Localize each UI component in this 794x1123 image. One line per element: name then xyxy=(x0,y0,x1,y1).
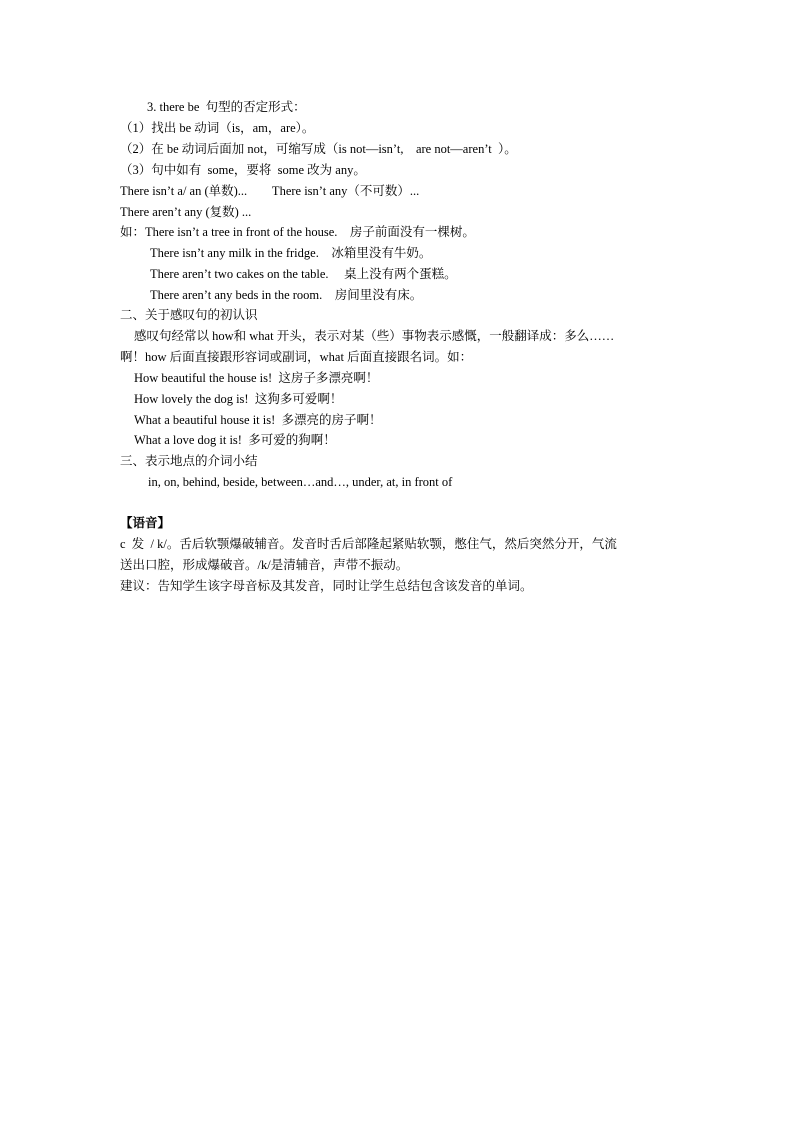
text-line: 如：There isn’t a tree in front of the house. 房子前面没有一棵树。 xyxy=(120,225,475,239)
text-line: How beautiful the house is! 这房子多漂亮啊！ xyxy=(134,371,379,385)
text-line: There aren’t any beds in the room. 房间里没有床。 xyxy=(150,288,423,302)
text-line: （3）句中如有 some，要将 some 改为 any。 xyxy=(120,163,366,177)
text-line: There isn’t a/ an (单数)... There isn’t any（不可数）... xyxy=(120,184,420,198)
section-heading: 三、表示地点的介词小结 xyxy=(120,454,258,468)
text-line: 送出口腔，形成爆破音。/k/是清辅音，声带不振动。 xyxy=(120,558,409,572)
text-line: How lovely the dog is! 这狗多可爱啊！ xyxy=(134,392,343,406)
text-line: （1）找出 be 动词（is，am，are）。 xyxy=(120,121,315,135)
text-line: 啊！how 后面直接跟形容词或副词，what 后面直接跟名词。如： xyxy=(120,350,473,364)
text-line: c 发 / k/。舌后软颚爆破辅音。发音时舌后部隆起紧贴软颚，憋住气，然后突然分开，气流 xyxy=(120,537,617,551)
text-line: There aren’t two cakes on the table. 桌上没有两个蛋糕。 xyxy=(150,267,457,281)
text-line: There aren’t any (复数) ... xyxy=(120,205,252,219)
section-heading: 二、关于感叹句的初认识 xyxy=(120,308,258,322)
section-heading: 【语音】 xyxy=(120,516,171,530)
text-line: 建议：告知学生该字母音标及其发音，同时让学生总结包含该发音的单词。 xyxy=(120,579,533,593)
text-line: 3. there be 句型的否定形式： xyxy=(147,100,306,114)
text-line: There isn’t any milk in the fridge. 冰箱里没有牛奶。 xyxy=(150,246,432,260)
text-line: （2）在 be 动词后面加 not，可缩写成（is not—isn’t, are not—aren’t ）。 xyxy=(120,142,517,156)
text-line: in, on, behind, beside, between…and…, under, at, in front of xyxy=(148,475,453,489)
text-line: What a love dog it is! 多可爱的狗啊！ xyxy=(134,433,336,447)
text-line: What a beautiful house it is! 多漂亮的房子啊！ xyxy=(134,413,382,427)
text-line: 感叹句经常以 how和 what 开头，表示对某（些）事物表示感慨，一般翻译成：多么…… xyxy=(134,329,615,343)
